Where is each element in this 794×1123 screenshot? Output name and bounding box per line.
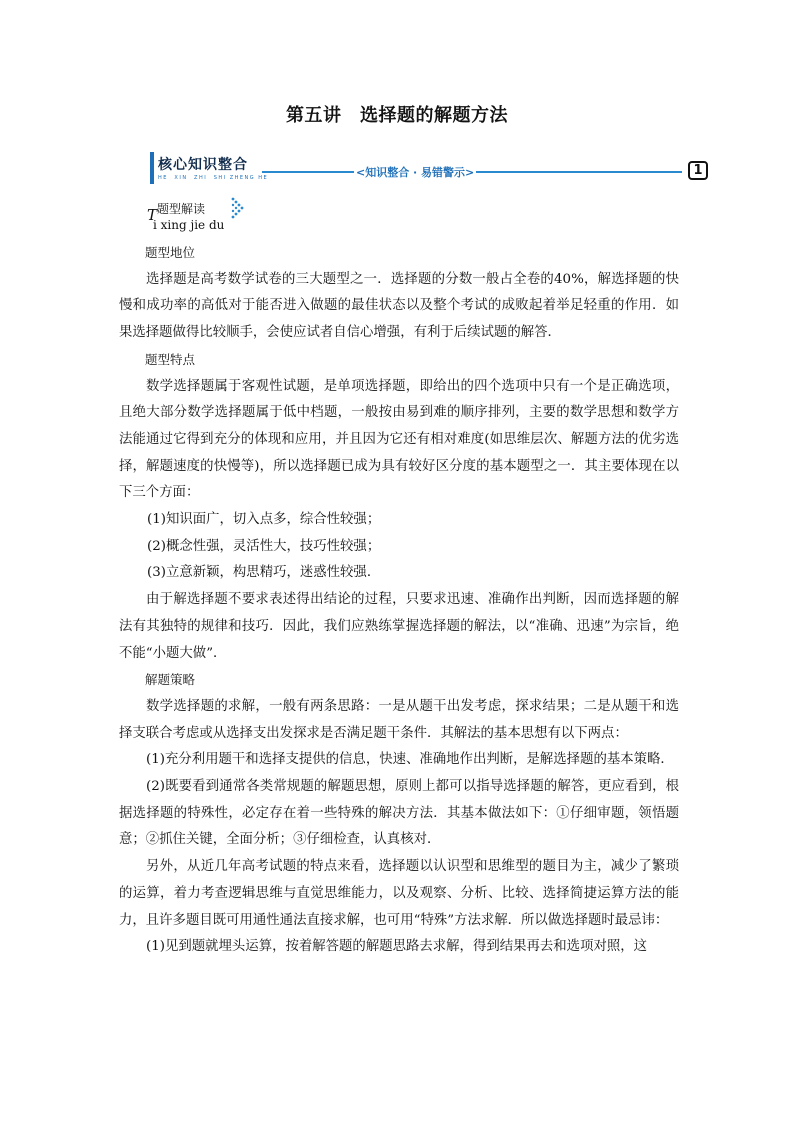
paragraph: 选择题是高考数学试卷的三大题型之一．选择题的分数一般占全卷的40%，解选择题的快慢和成功率的高低对于能否进入做题的最佳状态以及整个考试的成败起着举足轻重的作用．如果选择题做得比较顺手，会使应试者自信心增强，有利于后续试题的解答．	[119, 271, 679, 341]
reading-header	[147, 197, 347, 237]
badge-pinyin: HE XIN ZHI SHI ZHENG HE	[158, 175, 269, 181]
paragraph: (2)既要看到通常各类常规题的解题思想，原则上都可以指导选择题的解答，更应看到，根据选择题的特殊性，必定存在着一些特殊的解决方法．其基本做法如下：①仔细审题，领悟题意；②抓住关键，全面分析；③仔细检查，认真核对．	[119, 779, 679, 848]
list-item: (1)知识面广，切入点多，综合性较强；	[147, 512, 381, 528]
reading-t-letter: T	[147, 206, 158, 224]
badge-title: 核心知识整合	[158, 157, 248, 173]
reading-label-pinyin: i xing jie du	[153, 218, 225, 232]
paragraph: (1)充分利用题干和选择支提供的信息，快速、准确地作出判断，是解选择题的基本策略．	[146, 752, 674, 768]
section-heading: 题型特点	[145, 351, 196, 367]
list-item: (2)概念性强，灵活性大，技巧性较强；	[147, 538, 381, 554]
badge-accent-bar	[150, 152, 154, 184]
paragraph: (1)见到题就埋头运算，按着解答题的解题思路去求解，得到结果再去和选项对照，这	[146, 939, 648, 955]
page-title: 第五讲 选择题的解题方法	[286, 105, 508, 126]
chevron-dots-icon	[231, 197, 245, 223]
paragraph: 数学选择题的求解，一般有两条思路：一是从题干出发考虑，探求结果；二是从题干和选择支联合考虑或从选择支出发探求是否满足题干条件．其解法的基本思想有以下两点：	[119, 698, 679, 741]
banner-badge	[146, 152, 269, 184]
reading-label-cn: 题型解读	[157, 202, 206, 216]
list-item: (3)立意新颖，构思精巧，迷惑性较强．	[147, 565, 381, 581]
banner-subtitle: <知识整合 · 易错警示>	[356, 166, 475, 179]
paragraph: 另外，从近几年高考试题的特点来看，选择题以认识型和思维型的题目为主，减少了繁琐的运算，着力考查逻辑思维与直觉思维能力，以及观察、分析、比较、选择简捷运算方法的能力，且许多题目既可用通性通法直接求解，也可用“特殊”方法求解．所以做选择题时最忌讳：	[119, 859, 679, 928]
paragraph: 由于解选择题不要求表述得出结论的过程，只要求迅速、准确作出判断，因而选择题的解法有其独特的规律和技巧．因此，我们应熟练掌握选择题的解法，以“准确、迅速”为宗旨，绝不能“小题大做”．	[119, 592, 679, 661]
section-heading: 解题策略	[145, 672, 196, 688]
banner-number-box: 1	[688, 161, 708, 180]
section-heading: 题型地位	[145, 245, 196, 260]
article-body	[119, 240, 679, 961]
section-banner	[146, 152, 708, 186]
paragraph: 数学选择题属于客观性试题，是单项选择题，即给出的四个选项中只有一个是正确选项，且绝大部分数学选择题属于低中档题，一般按由易到难的顺序排列，主要的数学思想和数学方法能通过它得到充分的体现和应用，并且因为它还有相对难度(如思维层次、解题方法的优劣选择，解题速度的快慢等)，所以选择题已成为具有较好区分度的基本题型之一．其主要体现在以下三个方面：	[119, 378, 679, 501]
